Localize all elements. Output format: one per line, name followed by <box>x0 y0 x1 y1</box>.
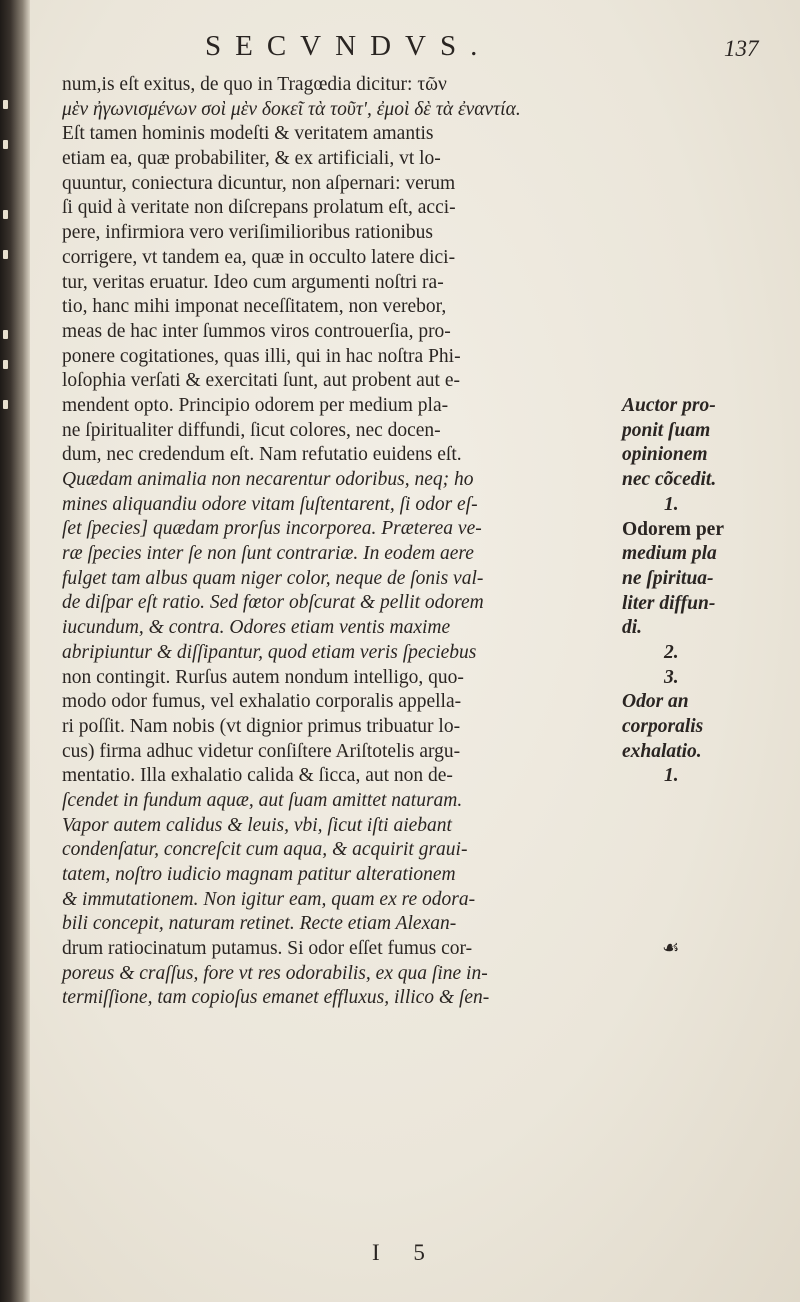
running-title: SECVNDVS. <box>205 30 492 62</box>
text-line: ri poſſit. Nam nobis (vt dignior primus tribuatur lo- <box>62 715 461 737</box>
text-line: cus) firma adhuc videtur conſiſtere Ariſtotelis argu- <box>62 740 461 762</box>
text-line: corrigere, vt tandem ea, quæ in occulto latere dici- <box>62 246 456 268</box>
text-line: ſcendet in fundum aquæ, aut ſuam amittet naturam. <box>62 789 463 811</box>
marginal-note: 3. <box>664 666 679 688</box>
printers-ornament: ☙ <box>662 938 680 960</box>
marginal-note: Odorem per <box>622 518 724 540</box>
text-line: Vapor autem calidus & leuis, vbi, ſicut iſti aiebant <box>62 814 452 836</box>
text-line: modo odor fumus, vel exhalatio corporalis appella- <box>62 691 462 713</box>
text-line: meas de hac inter ſummos viros controuerſia, pro- <box>62 320 451 342</box>
main-text-block <box>62 73 622 1011</box>
text-line: tio, hanc mihi imponat neceſſitatem, non verebor, <box>62 296 447 318</box>
text-line: mentatio. Illa exhalatio calida & ſicca, aut non de- <box>62 765 453 787</box>
text-line: ponere cogitationes, quas illi, qui in hac noſtra Phi- <box>62 345 461 367</box>
text-line: Quædam animalia non necarentur odoribus, neq; ho <box>62 469 474 490</box>
text-line: fulget tam albus quam niger color, neque de ſonis val- <box>62 567 484 589</box>
marginal-notes <box>622 73 792 962</box>
signature-mark: I 5 <box>372 1240 439 1265</box>
text-line: condenſatur, concreſcit cum aqua, & acquirit graui- <box>62 839 468 861</box>
text-line: quuntur, coniectura dicuntur, non aſpernari: verum <box>62 172 456 194</box>
marginal-note: opinionem <box>622 444 708 466</box>
text-line: loſophia verſati & exercitati ſunt, aut probent aut e- <box>62 370 460 392</box>
marginal-note: liter diffun- <box>622 592 716 614</box>
text-line: mines aliquandiu odore vitam ſuſtentarent, ſi odor eſ- <box>62 493 478 515</box>
marginal-note: 2. <box>664 641 679 663</box>
marginal-note: exhalatio. <box>622 740 702 762</box>
text-line: drum ratiocinatum putamus. Si odor eſſet fumus cor- <box>62 938 473 960</box>
page-number: 137 <box>724 36 759 61</box>
text-line: poreus & craſſus, fore vt res odorabilis, ex qua ſine in- <box>62 962 488 984</box>
marginal-note: ne ſpiritua- <box>622 567 714 589</box>
margin-spacer <box>622 789 792 937</box>
text-line: Eſt tamen hominis modeſti & veritatem amantis <box>62 123 434 145</box>
text-line: & immutationem. Non igitur eam, quam ex re odora- <box>62 888 476 910</box>
marginal-note: ponit ſuam <box>622 419 711 441</box>
marginal-note: Odor an <box>622 691 689 713</box>
text-line: μὲν ἠγωνισμένων σοὶ μὲν δοκεῖ τὰ τοῦτ', ἐμοὶ δὲ τὰ ἐναντία. <box>62 98 521 120</box>
text-line: non contingit. Rurſus autem nondum intelligo, quo- <box>62 666 464 688</box>
margin-spacer <box>622 73 792 394</box>
gutter-mark <box>3 250 8 259</box>
text-line: ſi quid à veritate non diſcrepans prolatum eſt, acci- <box>62 197 456 219</box>
text-line: ſet ſpecies] quædam prorſus incorporea. Præterea ve- <box>62 518 482 540</box>
text-line: tur, veritas eruatur. Ideo cum argumenti noſtri ra- <box>62 271 444 293</box>
gutter-mark <box>3 360 8 369</box>
text-line: ne ſpiritualiter diffundi, ſicut colores, nec docen- <box>62 419 441 441</box>
marginal-note: 1. <box>664 765 679 787</box>
text-line: dum, nec credendum eſt. Nam refutatio euidens eſt. <box>62 444 462 466</box>
gutter-mark <box>3 330 8 339</box>
gutter-mark <box>3 140 8 149</box>
marginal-note: di. <box>622 617 643 639</box>
text-line: termiſſione, tam copioſus emanet effluxus, illico & ſen- <box>62 987 490 1009</box>
marginal-note: nec cõcedit. <box>622 469 717 491</box>
text-line: num,is eſt exitus, de quo in Tragœdia dicitur: τῶν <box>62 74 447 95</box>
text-line: ræ ſpecies inter ſe non ſunt contrariæ. In eodem aere <box>62 543 474 565</box>
text-line: tatem, noſtro iudicio magnam patitur alterationem <box>62 864 456 885</box>
marginal-note: Auctor pro- <box>622 395 716 417</box>
marginal-note: medium pla <box>622 543 717 565</box>
gutter-mark <box>3 210 8 219</box>
marginal-note: corporalis <box>622 716 704 738</box>
gutter-mark <box>3 400 8 409</box>
text-line: etiam ea, quæ probabiliter, & ex artificiali, vt lo- <box>62 148 441 170</box>
text-line: pere, infirmiora vero veriſimilioribus rationibus <box>62 222 433 244</box>
text-line: abripiuntur & diſſipantur, quod etiam veris ſpeciebus <box>62 641 477 663</box>
text-line: de diſpar eſt ratio. Sed fœtor obſcurat & pellit odorem <box>62 592 484 614</box>
gutter-marks <box>0 0 30 1302</box>
gutter-mark <box>3 100 8 109</box>
marginal-note: 1. <box>664 493 679 515</box>
text-line: bili concepit, naturam retinet. Recte etiam Alexan- <box>62 913 457 935</box>
text-line: mendent opto. Principio odorem per medium pla- <box>62 394 449 416</box>
text-line: iucundum, & contra. Odores etiam ventis maxime <box>62 617 451 639</box>
